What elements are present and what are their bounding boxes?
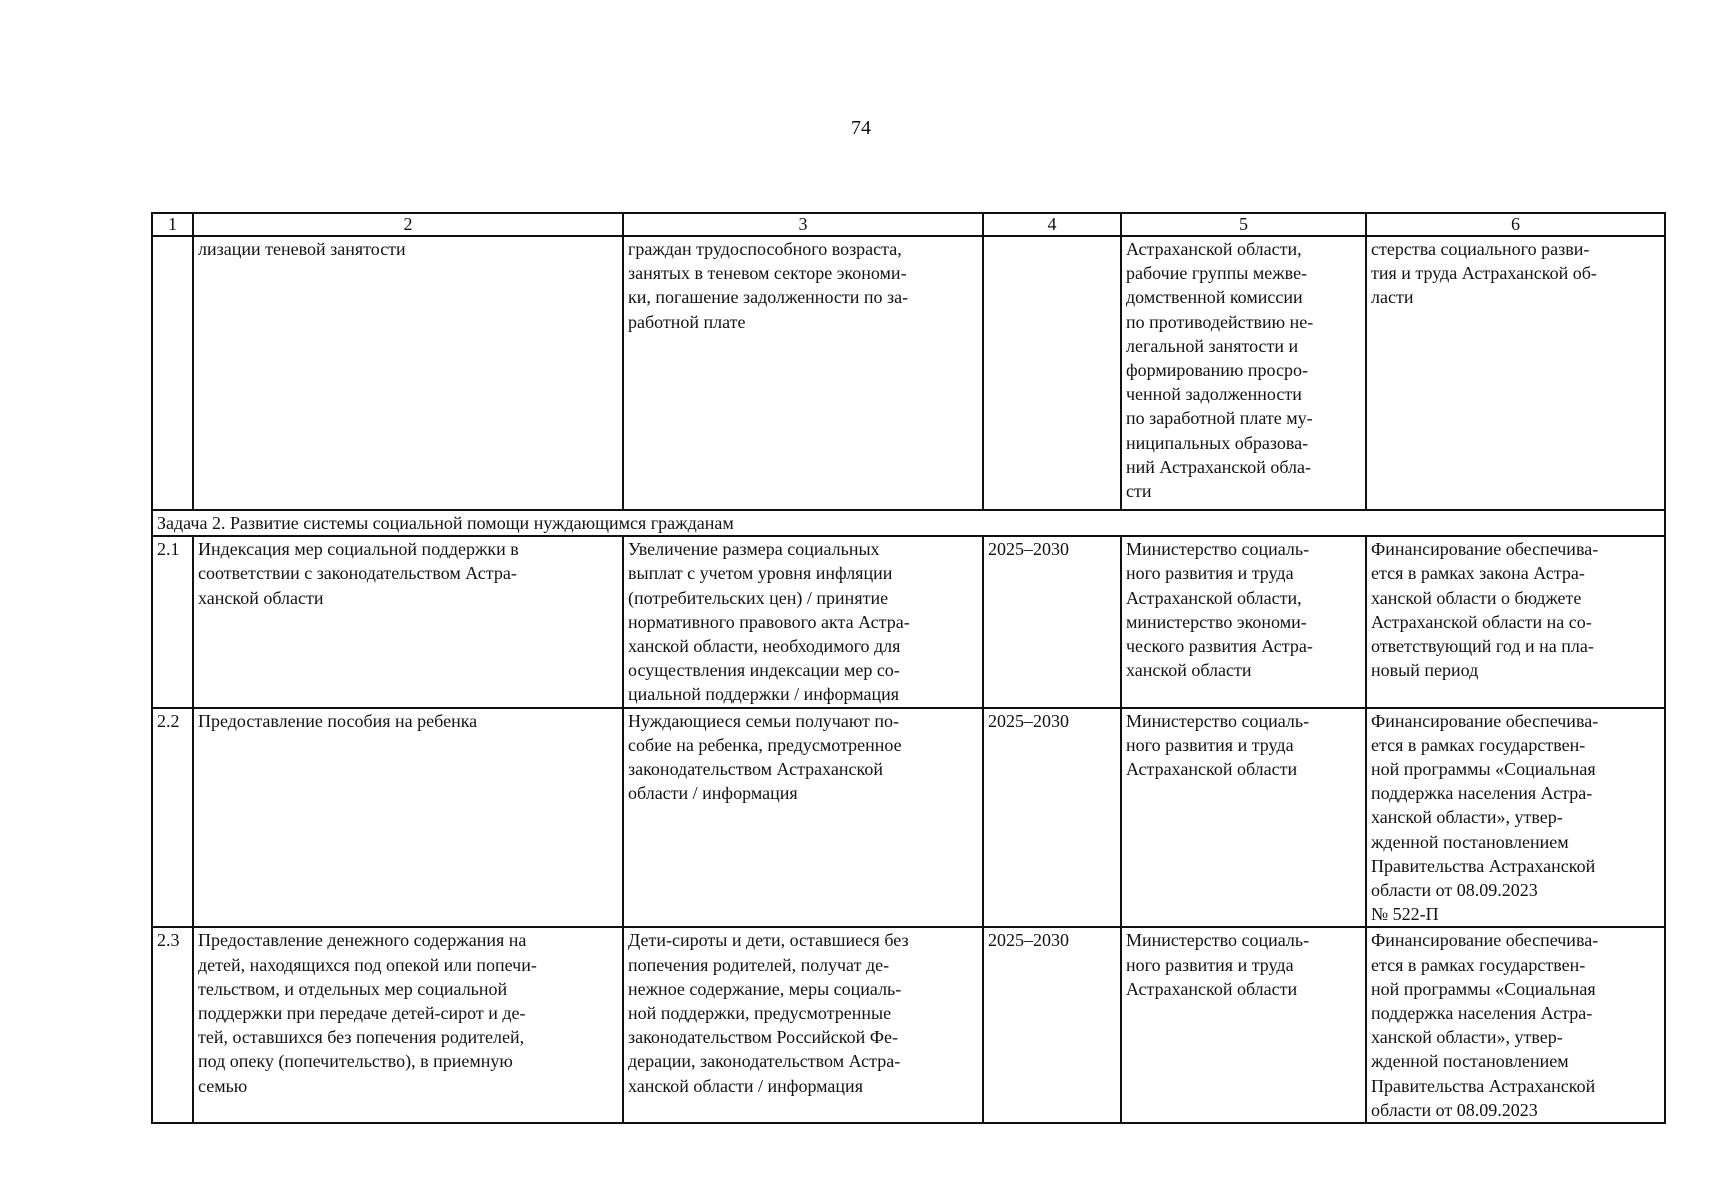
measures-table (151, 212, 1666, 1124)
page-number: 74 (851, 117, 871, 139)
column-header-5: 5 (1121, 213, 1366, 236)
result-cell: граждан трудоспособного возраста, занятых в теневом секторе экономи- ки, погашение задолженности по за- работной плате (623, 236, 983, 510)
column-header-3: 3 (623, 213, 983, 236)
period-cell: 2025–2030 (983, 708, 1121, 928)
measure-cell: Предоставление денежного содержания на детей, находящихся под опекой или попечи- тельством, и отдельных мер социальной поддержки при передаче детей-сирот и де- тей, оставшихся без попечения родителей, под опеку (попечительство), в приемную семью (193, 927, 623, 1123)
table-row (152, 536, 1665, 707)
column-header-6: 6 (1366, 213, 1665, 236)
column-number-row (152, 213, 1665, 236)
measure-cell: лизации теневой занятости (193, 236, 623, 510)
period-cell: 2025–2030 (983, 927, 1121, 1123)
table-row-continuation (152, 236, 1665, 510)
column-header-4: 4 (983, 213, 1121, 236)
executor-cell: Министерство социаль- ного развития и труда Астраханской области, министерство экономи- ческого развития Астра- ханской области (1121, 536, 1366, 707)
table-row (152, 708, 1665, 928)
row-number-cell: 2.2 (152, 708, 193, 928)
measure-cell: Индексация мер социальной поддержки в соответствии с законодательством Астра- ханской области (193, 536, 623, 707)
executor-cell: Министерство социаль- ного развития и труда Астраханской области (1121, 708, 1366, 928)
funding-cell: Финансирование обеспечива- ется в рамках государствен- ной программы «Социальная поддержка населения Астра- ханской области», утвер- жденной постановлением Правительства Астраханской области от 08.09.2023 (1366, 927, 1665, 1123)
column-header-1: 1 (152, 213, 193, 236)
table-row (152, 927, 1665, 1123)
period-cell (983, 236, 1121, 510)
task-heading: Задача 2. Развитие системы социальной помощи нуждающимся гражданам (152, 510, 1665, 536)
result-cell: Нуждающиеся семьи получают по- собие на ребенка, предусмотренное законодательством Астраханской области / информация (623, 708, 983, 928)
funding-cell: Финансирование обеспечива- ется в рамках закона Астра- ханской области о бюджете Астраханской области на со- ответствующий год и на пла- новый период (1366, 536, 1665, 707)
funding-cell: Финансирование обеспечива- ется в рамках государствен- ной программы «Социальная поддержка населения Астра- ханской области», утвер- жденной постановлением Правительства Астраханской области от 08.09.2023 № 522-П (1366, 708, 1665, 928)
period-cell: 2025–2030 (983, 536, 1121, 707)
executor-cell: Министерство социаль- ного развития и труда Астраханской области (1121, 927, 1366, 1123)
row-number-cell: 2.1 (152, 536, 193, 707)
result-cell: Дети-сироты и дети, оставшиеся без попечения родителей, получат де- нежное содержание, меры социаль- ной поддержки, предусмотренные законодательством Российской Фе- дерации, законодательством Астра- ханской области / информация (623, 927, 983, 1123)
measure-cell: Предоставление пособия на ребенка (193, 708, 623, 928)
row-number-cell (152, 236, 193, 510)
executor-cell: Астраханской области, рабочие группы межве- домственной комиссии по противодействию не- легальной занятости и формированию просро- ченной задолженности по заработной плате му- ниципальных образова- ний Астраханской обла- сти (1121, 236, 1366, 510)
task-heading-row (152, 510, 1665, 536)
column-header-2: 2 (193, 213, 623, 236)
funding-cell: стерства социального разви- тия и труда Астраханской об- ласти (1366, 236, 1665, 510)
result-cell: Увеличение размера социальных выплат с учетом уровня инфляции (потребительских цен) / принятие нормативного правового акта Астра- ханской области, необходимого для осуществления индексации мер со- циальной поддержки / информация (623, 536, 983, 707)
row-number-cell: 2.3 (152, 927, 193, 1123)
